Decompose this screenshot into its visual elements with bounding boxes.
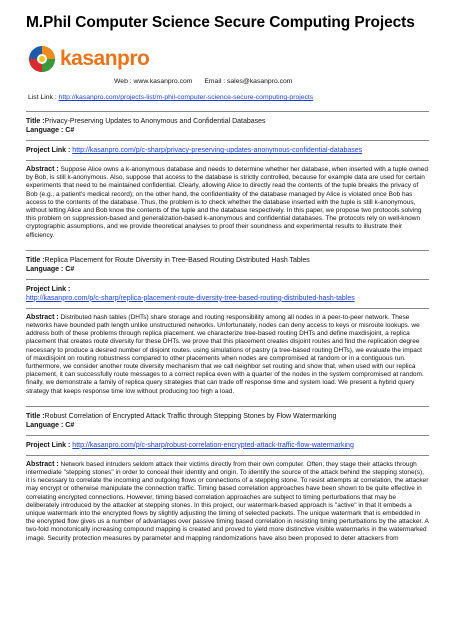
divider bbox=[26, 435, 429, 436]
contact-line bbox=[114, 78, 429, 85]
project-2-abstract-text: Distributed hash tables (DHTs) share storage and routing responsibility among all nodes in a peer-to-peer network. These networks have bounded path length unlike unstructured networks. Unfortunately, nodes can deny access to keys or misroute lookups. we address both of these problems through replica placement. we characterize tree-based routing DHTs and define maxdisjoint, a replica placement that creates route diversity for these DHTs. we prove that this placement creates disjoint routes and find the replication degree necessary to produce a desired number of disjoint routes. using simulations of pastry (a tree-based routing DHTs), we evaluate the impact of maxdisjoint on routing robustness compared to other placements when nodes are compromised at random or in a contiguous run. furthermore, we consider another route diversity mechanism that we call neighbor set routing and show that, when used with our replica placement, it can successfully route messages to a correct replica even with a quarter of the nodes in the system compromised at random. finally, we demonstrate a family of replica query strategies that can trade off response time and system load. We present a hybrid query strategy that keeps response time low without producing too high a load. bbox=[26, 313, 424, 395]
language-label: Language : C# bbox=[26, 127, 75, 134]
page-title: M.Phil Computer Science Secure Computing Projects bbox=[26, 14, 415, 31]
project-1-link-row bbox=[26, 146, 429, 155]
divider bbox=[26, 111, 429, 112]
divider bbox=[26, 160, 429, 161]
web-label: Web : www.kasanpro.com bbox=[114, 78, 193, 85]
kasanpro-logo-icon bbox=[28, 45, 56, 73]
divider bbox=[26, 140, 429, 141]
project-link-label: Project Link : bbox=[26, 441, 71, 449]
list-link[interactable]: http://kasanpro.com/projects-list/m-phil-computer-science-secure-computing-projects bbox=[58, 94, 314, 101]
abstract-label: Abstract : bbox=[26, 313, 59, 321]
list-link-row bbox=[28, 94, 429, 101]
logo-wordmark: kasanpro bbox=[60, 47, 150, 70]
abstract-label: Abstract : bbox=[26, 166, 59, 173]
language-label: Language : C# bbox=[26, 265, 75, 273]
project-3-abstract bbox=[26, 461, 429, 543]
project-2-abstract bbox=[26, 314, 429, 396]
project-3-link-row bbox=[26, 441, 429, 450]
list-link-label: List Link : bbox=[28, 94, 59, 101]
project-3-abstract-text: Network based intruders seldom attack their victims directly from their own computer. Often, they stage their attacks through intermediate "stepping stones" in order to conceal their identity and origin. To identify the source of the attack behind the stepping stone(s), it is necessary to correlate the incoming and outgoing flows or connections of a stepping stone. To resist attempts at correlation, the attacker may encrypt or otherwise manipulate the connection traffic. Timing based correlation approaches have been shown to be quite effective in correlating encrypted connections. However, timing based correlation approaches are subject to timing perturbations that may be deliberately introduced by the attacker at stepping stones. In this project, our watermark-based approach is "active" in that It embeds a unique watermark into the encrypted flows by slightly adjusting the timing of selected packets. The unique watermark that is embedded in the encrypted flow gives us a number of advantages over passive timing based correlation in resisting timing perturbations by the attacker. A two-fold monotonically increasing compound mapping is created and proved to yield more distinctive visible watermarks in the watermarked image. Security protection measures by parameter and mapping randomizations have also been proposed to deter attackers from bbox=[26, 460, 429, 542]
project-2-link-row bbox=[26, 285, 429, 303]
project-1-title: Privacy-Preserving Updates to Anonymous and Confidential Databases bbox=[44, 118, 266, 125]
title-label: Title : bbox=[26, 118, 45, 125]
abstract-label: Abstract : bbox=[26, 460, 59, 468]
kasanpro-logo bbox=[28, 42, 429, 76]
project-3-link[interactable]: http://kasanpro.com/p/c-sharp/robust-correlation-encrypted-attack-traffic-flow-watermarking bbox=[72, 441, 354, 449]
project-2-link[interactable]: http://kasanpro.com/p/c-sharp/replica-placement-route-diversity-tree-based-routing-distributed-hash-tables bbox=[26, 294, 355, 302]
project-2-title: Replica Placement for Route Diversity in Tree-Based Routing Distributed Hash Tables bbox=[44, 256, 310, 264]
divider bbox=[26, 455, 429, 456]
project-3-title: Robust Correlation of Encrypted Attack Traffic through Stepping Stones by Flow Watermarking bbox=[44, 412, 337, 420]
divider bbox=[26, 250, 429, 251]
project-link-label: Project Link : bbox=[26, 147, 71, 154]
project-2-meta bbox=[26, 256, 429, 274]
project-1-link[interactable]: http://kasanpro.com/p/c-sharp/privacy-preserving-updates-anonymous-confidential-databases bbox=[72, 147, 363, 154]
language-label: Language : C# bbox=[26, 421, 75, 429]
title-label: Title : bbox=[26, 256, 45, 264]
divider bbox=[26, 406, 429, 407]
divider bbox=[26, 308, 429, 309]
project-1-abstract bbox=[26, 166, 429, 240]
title-label: Title : bbox=[26, 412, 45, 420]
email-label: Email : sales@kasanpro.com bbox=[204, 78, 293, 85]
divider bbox=[26, 279, 429, 280]
project-1-meta bbox=[26, 117, 429, 135]
project-link-label: Project Link : bbox=[26, 285, 71, 293]
project-3-meta bbox=[26, 412, 429, 430]
project-1-abstract-text: Suppose Alice owns a k-anonymous database and needs to determine whether her database, when inserted with a tuple owned by Bob, is still k-anonymous. Also, suppose that access to the database is strictly controlled, because for example data are used for certain experiments that need to be maintained confidential. Clearly, allowing Alice to directly read the contents of the tuple breaks the privacy of Bob (e.g., a patient's medical record); on the other hand, the confidentiality of the database managed by Alice is violated once Bob has access to the contents of the database. Thus, the problem is to check whether the database inserted with the tuple is still k-anonymous, without letting Alice and Bob know the contents of the tuple and the database respectively. In this paper, we propose two protocols solving this problem on suppression-based and generalization-based k-anonymous and confidential databases. The protocols rely on well-known cryptographic assumptions, and we provide theoretical analyses to proof their soundness and experimental results to illustrate their efficiency. bbox=[26, 166, 428, 239]
